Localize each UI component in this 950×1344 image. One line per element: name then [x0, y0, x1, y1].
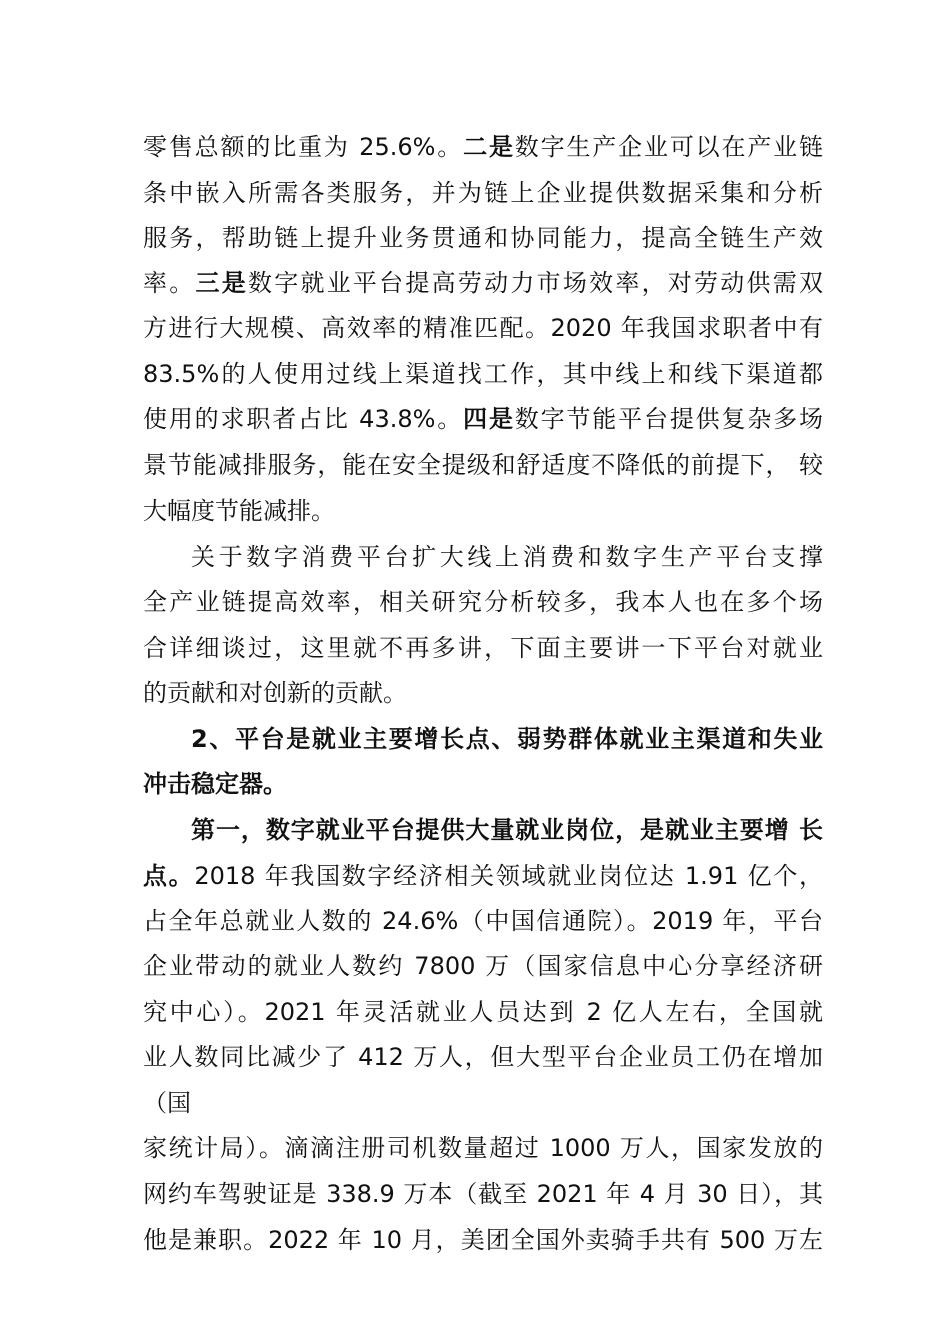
text-run: 企业带动的就业人数约 7800 万（国家信息中心分享经济研 [143, 952, 823, 980]
text-line [143, 399, 823, 439]
text-line [143, 901, 823, 941]
text-line [143, 173, 823, 213]
text-line [143, 263, 823, 303]
bold-text-run: 冲击稳定器。 [143, 770, 287, 798]
text-line [143, 946, 823, 986]
text-run: 究中心）。2021 年灵活就业人员达到 2 亿人左右，全国就 [143, 998, 823, 1026]
text-line [191, 719, 823, 759]
text-run: 83.5%的人使用过线上渠道找工作，其中线上和线下渠道都 [143, 360, 823, 388]
text-run: 网约车驾驶证是 338.9 万本（截至 2021 年 4 月 30 日），其 [143, 1180, 823, 1208]
text-run: 数字就业平台提高劳动力市场效率，对劳动供需双 [247, 269, 823, 297]
text-run: 数字节能平台提供复杂多场 [514, 405, 823, 433]
text-line [143, 1174, 823, 1214]
text-run: 服务，帮助链上提升业务贯通和协同能力，提高全链生产效 [143, 224, 823, 252]
text-run: 零售总额的比重为 25.6%。 [143, 133, 464, 161]
text-line [143, 1128, 823, 1168]
text-line [191, 537, 823, 577]
text-run: 的贡献和对创新的贡献。 [143, 679, 407, 707]
text-run: 业人数同比减少了 412 万人，但大型平台企业员工仍在增加 [143, 1043, 823, 1071]
text-line [143, 1083, 823, 1123]
text-line [143, 354, 823, 394]
bold-text-run: 第一，数字就业平台提供大量就业岗位，是就业主要增 长 [191, 816, 823, 844]
text-run: 方进行大规模、高效率的精准匹配。2020 年我国求职者中有 [143, 314, 823, 342]
text-line [143, 1220, 823, 1260]
text-line [143, 308, 823, 348]
text-run: 全产业链提高效率，相关研究分析较多，我本人也在多个场 [143, 588, 823, 616]
text-run: （国 [143, 1089, 191, 1117]
text-line [143, 764, 823, 804]
text-line [143, 218, 823, 258]
bold-text-run: 2、平台是就业主要增长点、弱势群体就业主渠道和失业 [191, 725, 823, 753]
text-line [143, 673, 823, 713]
bold-text-run: 四是 [463, 405, 515, 433]
text-run: 家统计局）。滴滴注册司机数量超过 1000 万人，国家发放的 [143, 1134, 823, 1162]
text-run: 使用的求职者占比 43.8%。 [143, 405, 464, 433]
text-line [143, 628, 823, 668]
text-line [143, 127, 823, 167]
text-run: 2018 年我国数字经济相关领域就业岗位达 1.91 亿个， [194, 862, 823, 890]
text-run: 率。 [143, 269, 196, 297]
text-run: 合详细谈过，这里就不再多讲，下面主要讲一下平台对就业 [143, 634, 823, 662]
text-run: 景节能减排服务，能在安全提级和舒适度不降低的前提下， 较 [143, 451, 823, 479]
bold-text-run: 二是 [463, 133, 515, 161]
text-line [143, 582, 823, 622]
text-line [143, 856, 823, 896]
text-run: 他是兼职。2022 年 10 月，美团全国外卖骑手共有 500 万左 [143, 1226, 823, 1254]
text-run: 条中嵌入所需各类服务，并为链上企业提供数据采集和分析 [143, 179, 823, 207]
text-run: 占全年总就业人数的 24.6%（中国信通院）。2019 年，平台 [143, 907, 823, 935]
text-line [143, 1037, 823, 1077]
bold-text-run: 点。 [143, 862, 195, 890]
text-line [143, 992, 823, 1032]
text-line [191, 810, 823, 850]
text-line [143, 445, 823, 485]
text-run: 数字生产企业可以在产业链 [514, 133, 823, 161]
bold-text-run: 三是 [195, 269, 248, 297]
text-line [143, 491, 823, 531]
text-run: 关于数字消费平台扩大线上消费和数字生产平台支撑 [191, 543, 823, 571]
text-run: 大幅度节能减排。 [143, 497, 335, 525]
